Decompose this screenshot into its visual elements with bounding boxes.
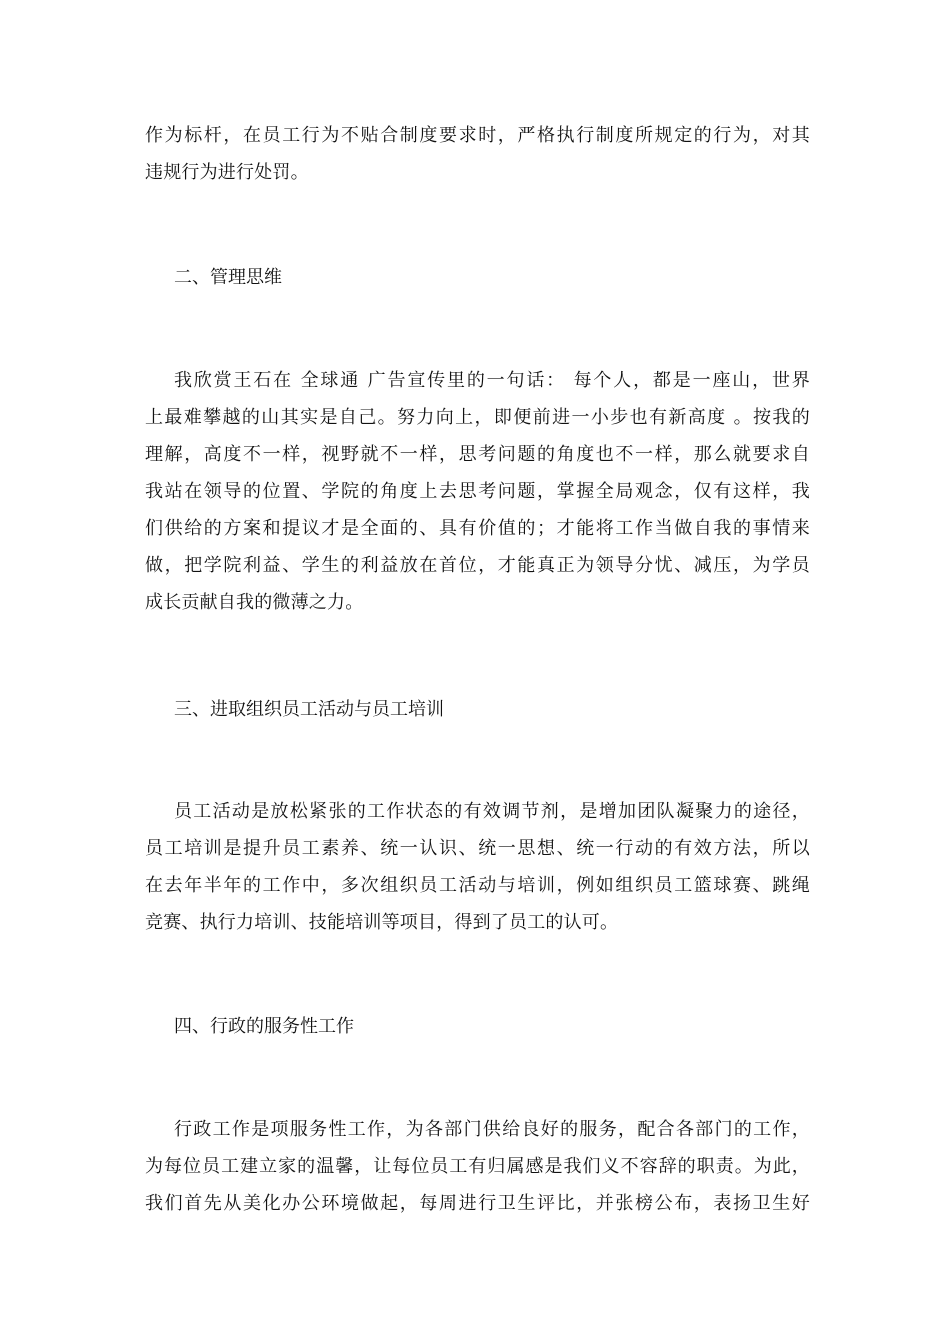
text-line: 违规行为进行处罚。 (145, 162, 309, 183)
text-line: 员工培训是提升员工素养、统一认识、统一思想、统一行动的有效方法，所以 (145, 838, 810, 859)
paragraph-admin-service (145, 1111, 810, 1222)
section-heading-management-thinking: 二、管理思维 (174, 267, 282, 288)
text-line: 作为标杆，在员工行为不贴合制度要求时，严格执行制度所规定的行为，对其 (145, 125, 810, 146)
text-line: 上最难攀越的山其实是自己。努力向上，即便前进一小步也有新高度 。按我的 (145, 407, 810, 428)
text-line: 我站在领导的位置、学院的角度上去思考问题，掌握全局观念，仅有这样，我 (145, 481, 810, 502)
text-line: 竞赛、执行力培训、技能培训等项目，得到了员工的认可。 (145, 912, 619, 933)
text-line: 成长贡献自我的微薄之力。 (145, 592, 364, 613)
paragraph-staff-activities (145, 793, 810, 941)
text-line: 我欣赏王石在 全球通 广告宣传里的一句话： 每个人，都是一座山，世界 (174, 370, 810, 391)
text-line: 行政工作是项服务性工作，为各部门供给良好的服务，配合各部门的工作， (174, 1119, 810, 1140)
text-line: 做，把学院利益、学生的利益放在首位，才能真正为领导分忧、减压，为学员 (145, 555, 810, 576)
text-line: 我们首先从美化办公环境做起，每周进行卫生评比，并张榜公布，表扬卫生好 (145, 1193, 810, 1214)
paragraph-management-thinking (145, 362, 810, 621)
paragraph-continuation (145, 117, 810, 191)
text-line: 为每位员工建立家的温馨，让每位员工有归属感是我们义不容辞的职责。为此， (145, 1156, 810, 1177)
section-heading-staff-activities: 三、进取组织员工活动与员工培训 (174, 699, 444, 720)
text-line: 员工活动是放松紧张的工作状态的有效调节剂，是增加团队凝聚力的途径， (174, 801, 810, 822)
section-heading-admin-service: 四、行政的服务性工作 (174, 1016, 354, 1037)
text-line: 在去年半年的工作中，多次组织员工活动与培训，例如组织员工篮球赛、跳绳 (145, 875, 810, 896)
text-line: 理解，高度不一样，视野就不一样，思考问题的角度也不一样，那么就要求自 (145, 444, 810, 465)
text-line: 们供给的方案和提议才是全面的、具有价值的；才能将工作当做自我的事情来 (145, 518, 810, 539)
